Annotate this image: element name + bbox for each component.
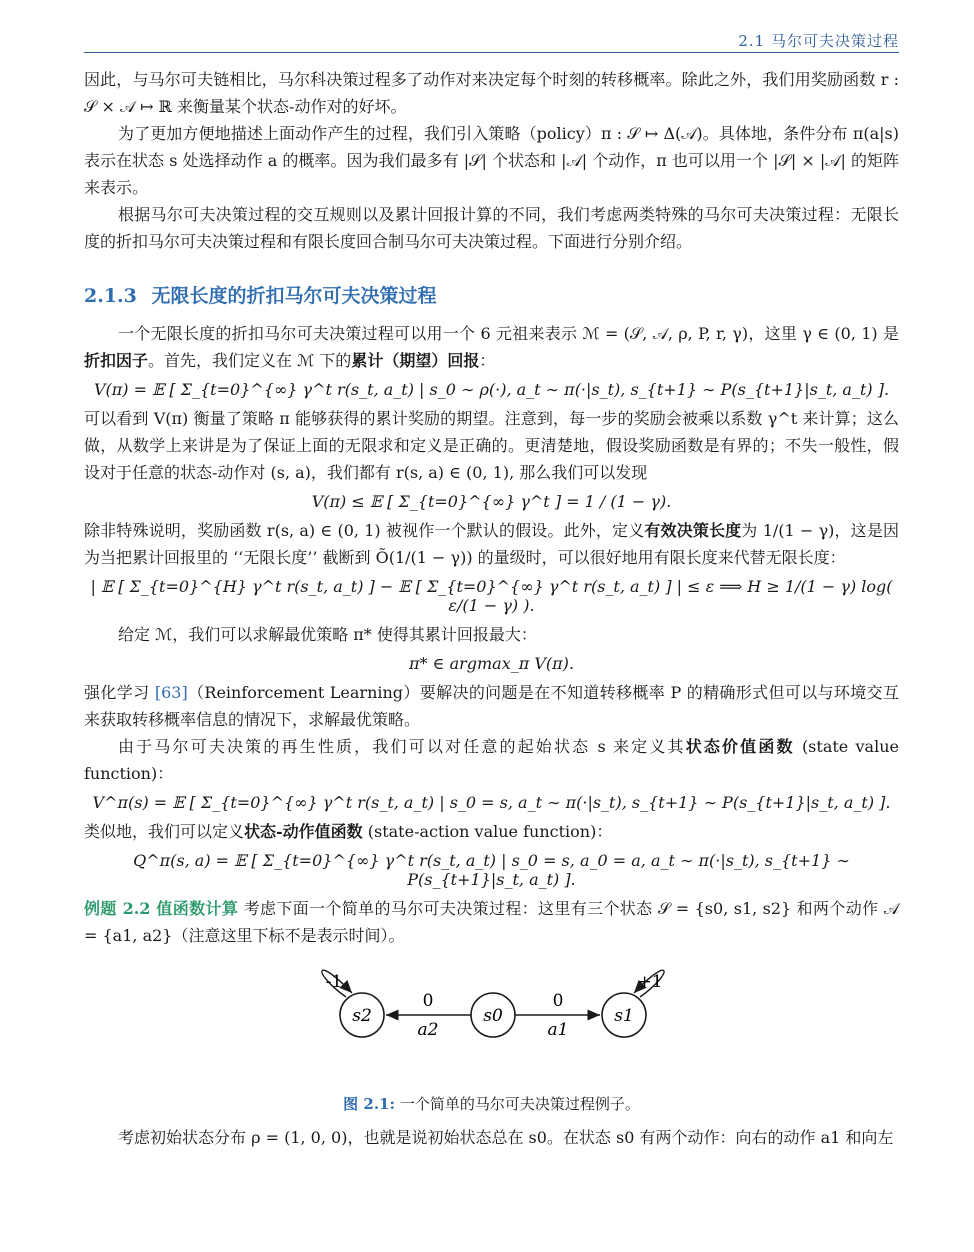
- term-cumulative-return: 累计（期望）回报: [351, 351, 480, 370]
- state-s2-label: s2: [352, 1006, 372, 1026]
- edge-left-reward: 0: [422, 991, 434, 1011]
- equation-2: V(π) ≤ 𝔼 [ Σ_{t=0}^{∞} γ^t ] = 1 / (1 − γ).: [311, 492, 672, 511]
- equation-3: | 𝔼 [ Σ_{t=0}^{H} γ^t r(s_t, a_t) ] − 𝔼 [ Σ_{t=0}^{∞} γ^t r(s_t, a_t) ] | ≤ ε ⟹ H ≥ 1/(1 − γ) log( ε/(1 − γ) ).: [90, 577, 893, 615]
- state-s1-label: s1: [614, 1006, 634, 1026]
- term-state-value-function: 状态价值函数: [685, 737, 795, 756]
- paragraph-5: 可以看到 V(π) 衡量了策略 π 能够获得的累计奖励的期望。注意到，每一步的奖励会被乘以系数 γ^t 来计算；这么做，从数学上来讲是为了保证上面的无限求和定义是正确的。更清楚地，假设奖励函数是有界的；不失一般性，假设对于任意的状态-动作对 (s, a)，我们都有 r(s, a) ∈ (0, 1), 那么我们可以发现: [84, 409, 899, 482]
- mdp-figure: [84, 963, 899, 1093]
- paragraph-4-mid: 。首先，我们定义在 ℳ 下的: [148, 351, 352, 370]
- paragraph-10-post: (state-action value function)：: [362, 822, 613, 841]
- mdp-diagram: [84, 963, 899, 1093]
- term-effective-horizon: 有效决策长度: [644, 521, 742, 540]
- page-body: [84, 66, 899, 1151]
- edge-left-action: a2: [417, 1020, 439, 1040]
- paragraph-9: [84, 733, 899, 787]
- paragraph-4-pre: 一个无限长度的折扣马尔可夫决策过程可以用一个 6 元祖来表示 ℳ = (𝒮, 𝒜, ρ, P, r, γ)，这里 γ ∈ (0, 1) 是: [118, 324, 899, 343]
- paragraph-6-post: 为 1/(1 − γ)，这是因为当把累计回报里的 ‘‘无限长度’’ 截断到 Õ(1/(1 − γ)) 的量级时，可以很好地用有限长度来代替无限长度：: [84, 521, 899, 567]
- edge-right-reward: 0: [552, 991, 564, 1011]
- example-paragraph: [84, 895, 899, 949]
- edge-right-action: a1: [547, 1020, 569, 1040]
- state-s0-label: s0: [483, 1006, 503, 1026]
- paragraph-11: 考虑初始状态分布 ρ = (1, 0, 0)，也就是说初始状态总在 s0。在状态 s0 有两个动作：向右的动作 a1 和向左: [118, 1128, 894, 1147]
- equation-6: Q^π(s, a) = 𝔼 [ Σ_{t=0}^{∞} γ^t r(s_t, a_t) | s_0 = s, a_0 = a, a_t ∼ π(·|s_t), s_{t+1} ∼ P(s_{t+1}|s_t, a_t) ].: [133, 851, 850, 889]
- section-title: 无限长度的折扣马尔可夫决策过程: [151, 285, 437, 307]
- paragraph-6: [84, 517, 899, 571]
- paragraph-7: 给定 ℳ，我们可以求解最优策略 π* 使得其累计回报最大：: [118, 625, 537, 644]
- paragraph-2: 为了更加方便地描述上面动作产生的过程，我们引入策略（policy）π : 𝒮 ↦ Δ(𝒜)。具体地，条件分布 π(a|s) 表示在状态 s 处选择动作 a 的概率。因为我们最多有 |𝒮| 个状态和 |𝒜| 个动作，π 也可以用一个 |𝒮| × |𝒜| 的矩阵来表示。: [84, 124, 899, 197]
- term-discount-factor: 折扣因子: [84, 351, 149, 370]
- paragraph-8-pre: 强化学习: [84, 683, 155, 702]
- citation-link[interactable]: [63]: [154, 683, 188, 702]
- running-header: [84, 30, 899, 53]
- section-number: 2.1.3: [84, 285, 137, 307]
- paragraph-4-end: ：: [479, 351, 496, 370]
- equation-1: V(π) = 𝔼 [ Σ_{t=0}^{∞} γ^t r(s_t, a_t) | s_0 ∼ ρ(·), a_t ∼ π(·|s_t), s_{t+1} ∼ P(s_{t+1}|s_t, a_t) ].: [93, 380, 890, 399]
- paragraph-8: [84, 679, 899, 733]
- paragraph-8-post: （Reinforcement Learning）要解决的问题是在不知道转移概率 P 的精确形式但可以与环境交互来获取转移概率信息的情况下，求解最优策略。: [84, 683, 899, 729]
- equation-4: π* ∈ argmax_π V(π).: [409, 654, 574, 673]
- paragraph-9-pre: 由于马尔可夫决策的再生性质，我们可以对任意的起始状态 s 来定义其: [118, 737, 686, 756]
- paragraph-6-pre: 除非特殊说明，奖励函数 r(s, a) ∈ (0, 1) 被视作一个默认的假设。此外，定义: [84, 521, 645, 540]
- figure-caption-text: 一个简单的马尔可夫决策过程例子。: [399, 1095, 640, 1113]
- paragraph-1: 因此，与马尔可夫链相比，马尔科决策过程多了动作对来决定每个时刻的转移概率。除此之外，我们用奖励函数 r : 𝒮 × 𝒜 ↦ ℝ 来衡量某个状态-动作对的好坏。: [84, 70, 899, 116]
- self-loop-left-reward: -1: [325, 972, 343, 992]
- paragraph-3: 根据马尔可夫决策过程的交互规则以及累计回报计算的不同，我们考虑两类特殊的马尔可夫决策过程：无限长度的折扣马尔可夫决策过程和有限长度回合制马尔可夫决策过程。下面进行分别介绍。: [84, 205, 899, 251]
- figure-caption: [84, 1093, 899, 1114]
- example-text: 考虑下面一个简单的马尔可夫决策过程：这里有三个状态 𝒮 = {s0, s1, s2} 和两个动作 𝒜 = {a1, a2}（注意这里下标不是表示时间）。: [84, 899, 900, 945]
- running-title: 2.1 马尔可夫决策过程: [738, 32, 899, 50]
- figure-caption-label: 图 2.1:: [343, 1095, 396, 1113]
- example-label: 例题 2.2 值函数计算: [84, 899, 239, 918]
- term-action-value-function: 状态-动作值函数: [244, 822, 363, 841]
- paragraph-10: [84, 818, 899, 845]
- paragraph-10-pre: 类似地，我们可以定义: [84, 822, 245, 841]
- paragraph-9-post: (state value function)：: [84, 737, 899, 783]
- section-heading: [84, 281, 899, 308]
- self-loop-right-reward: +1: [637, 972, 663, 992]
- equation-5: V^π(s) = 𝔼 [ Σ_{t=0}^{∞} γ^t r(s_t, a_t) | s_0 = s, a_t ∼ π(·|s_t), s_{t+1} ∼ P(s_{t+1}|s_t, a_t) ].: [92, 793, 891, 812]
- paragraph-4: [84, 320, 899, 374]
